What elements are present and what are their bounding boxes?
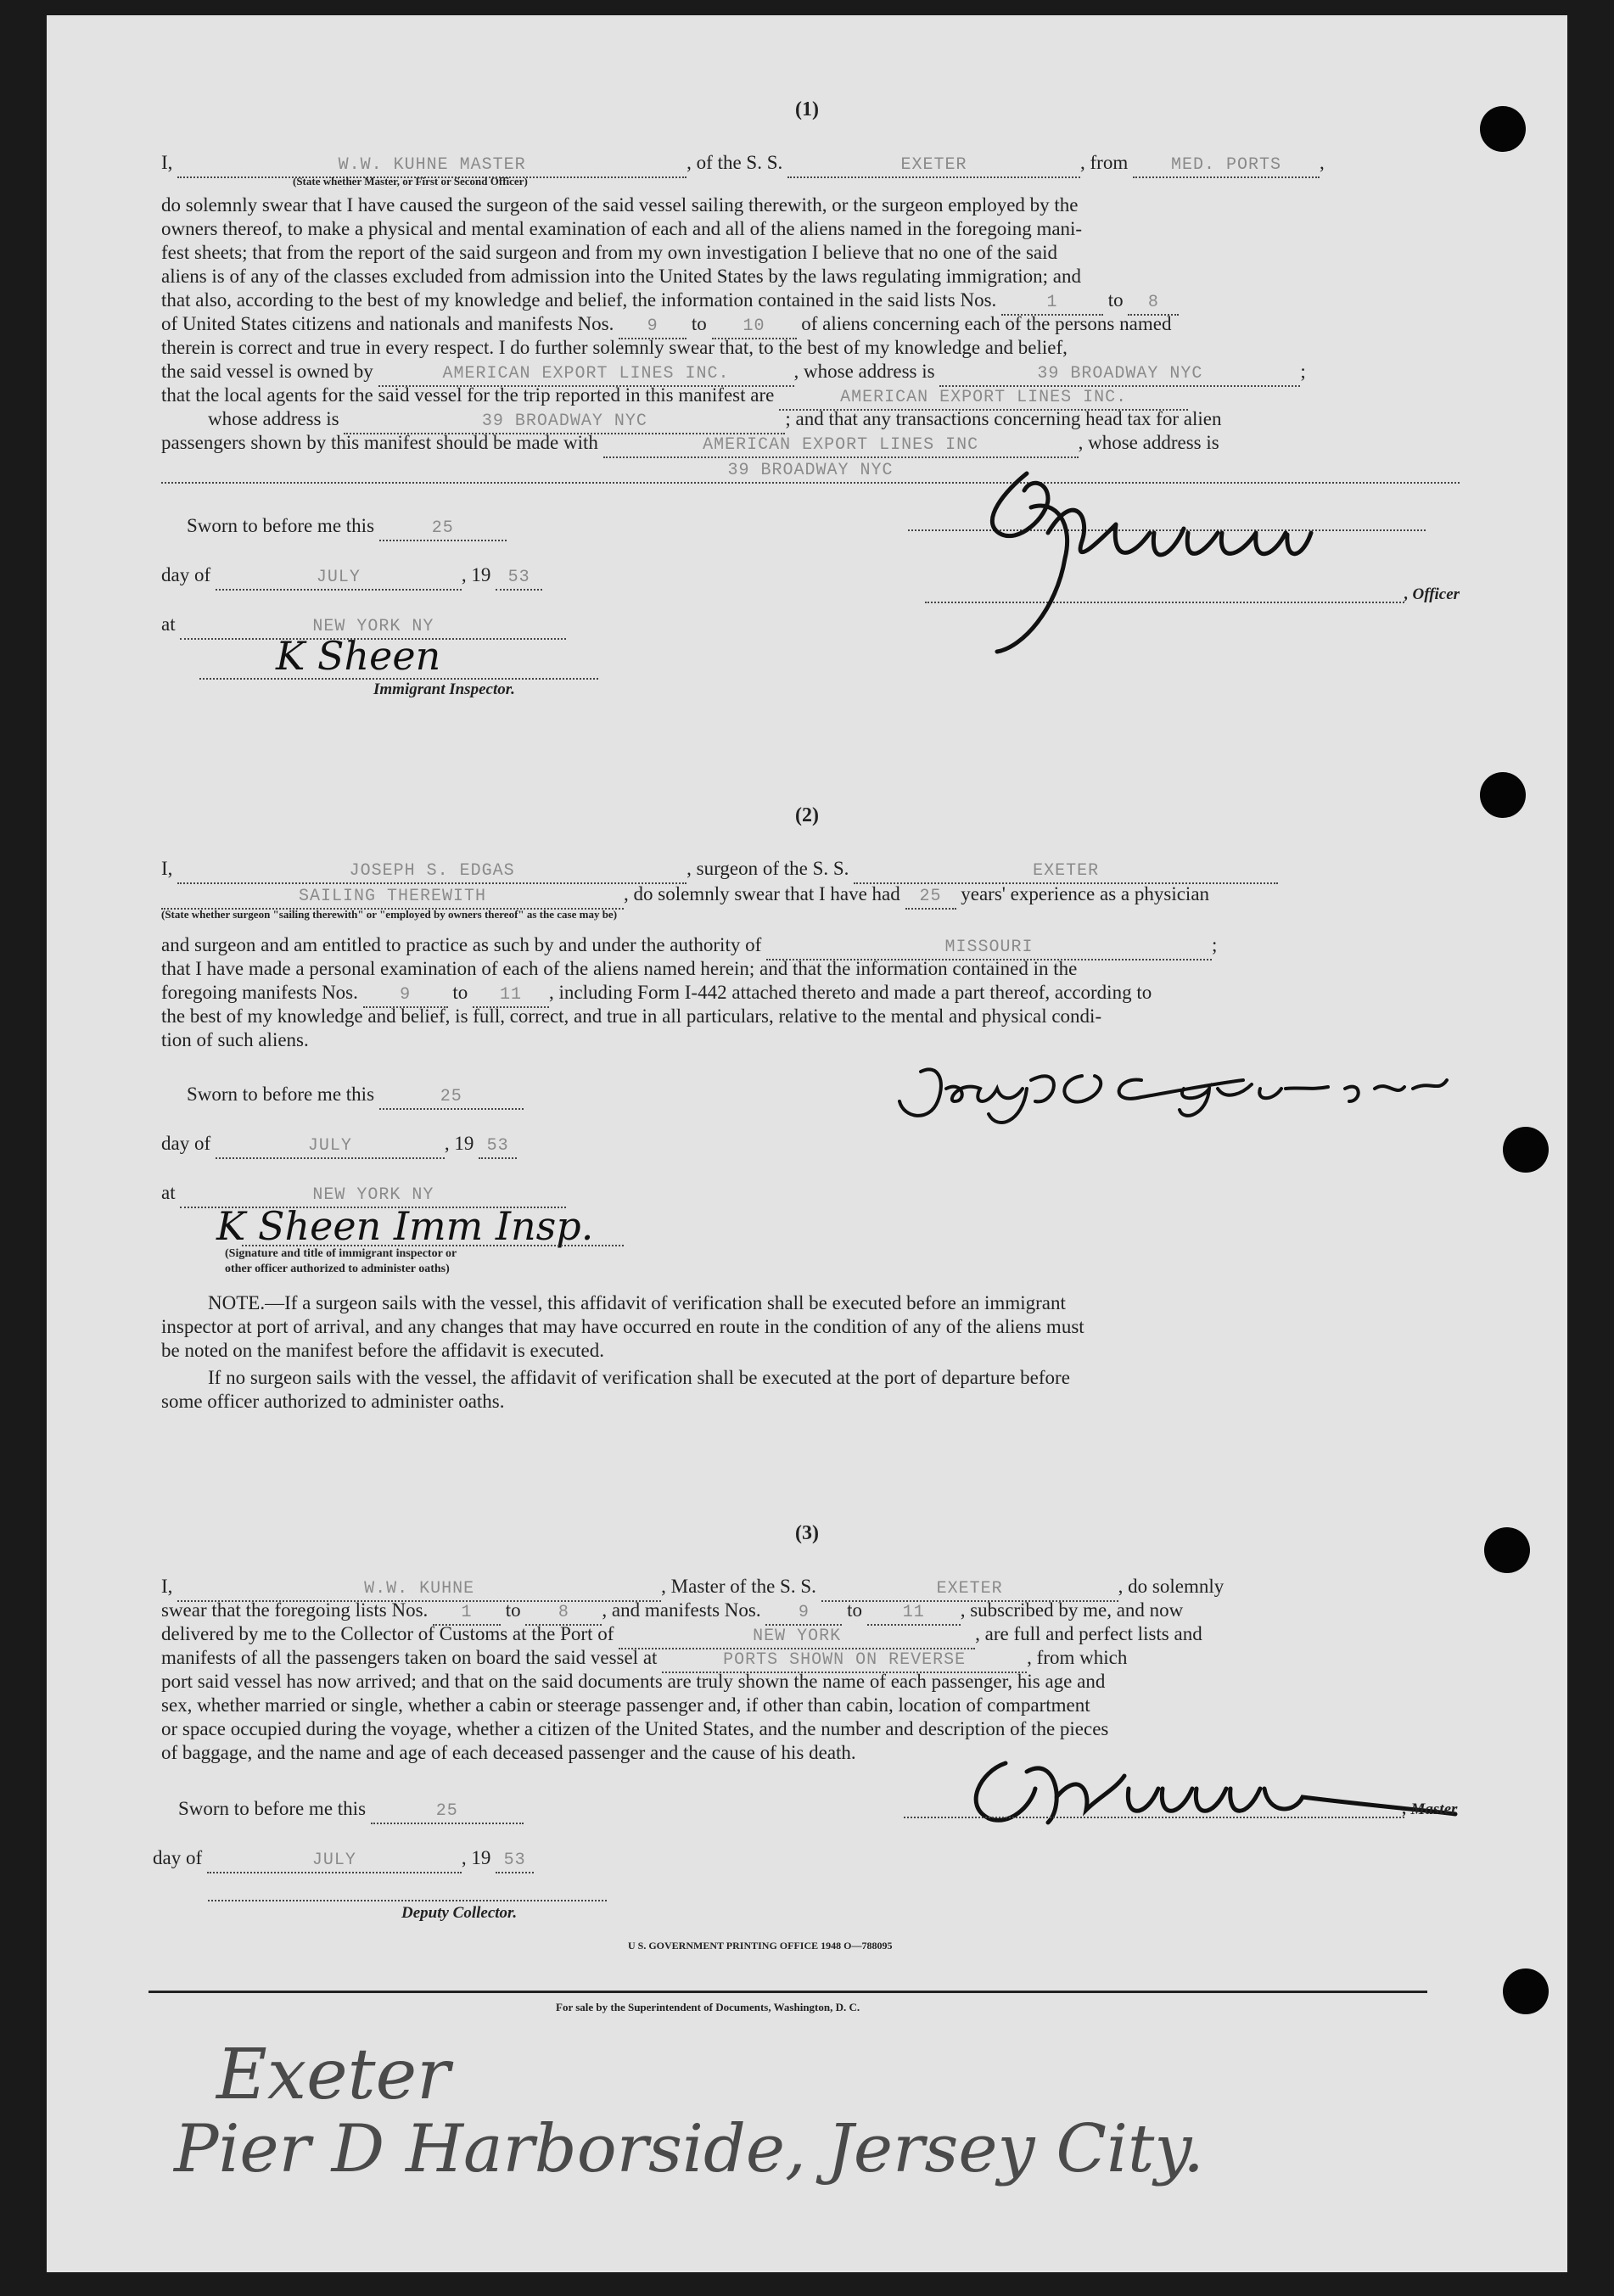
footer-rule — [149, 1991, 1427, 1993]
sig-note-2: other officer authorized to administer oaths) — [225, 1263, 450, 1275]
section-2-inspector-sig-line — [242, 1244, 624, 1246]
note-line-4: If no surgeon sails with the vessel, the affidavit of verification shall be executed at the port of departure before — [208, 1367, 1070, 1388]
section-2-at-field[interactable]: NEW YORK NY — [180, 1186, 566, 1208]
section-2-at: at NEW YORK NY — [161, 1181, 1481, 1208]
binder-hole-3 — [1503, 1127, 1549, 1173]
inspector-signature-2: K Sheen Imm Insp. — [216, 1203, 594, 1249]
section-1-line-6: that also, according to the best of my knowledge and belief, the information contained in the said lists Nos. 1 to 8 — [161, 288, 1481, 316]
sale-notice: For sale by the Superintendent of Documents, Washington, D. C. — [556, 2001, 860, 2013]
from-port-field[interactable]: MED. PORTS — [1133, 156, 1320, 178]
master-signature-1 — [946, 440, 1481, 660]
agents-address-field[interactable]: 39 BROADWAY NYC — [344, 412, 785, 434]
surgeon-manifests-to-field[interactable]: 11 — [473, 986, 549, 1008]
embarkation-ports-field[interactable]: PORTS SHOWN ON REVERSE — [662, 1651, 1027, 1673]
years-experience-field[interactable]: 25 — [905, 888, 956, 910]
section-1-line-1: I, W.W. KUHNE MASTER , of the S. S. EXETER , from MED. PORTS , — [161, 151, 1481, 178]
ship-name-field[interactable]: EXETER — [787, 156, 1080, 178]
note-line-1: NOTE.—If a surgeon sails with the vessel, this affidavit of verification shall be executed before an immigrant — [208, 1292, 1066, 1313]
section-3-line-5: port said vessel has now arrived; and that on the said documents are truly shown the name of each passenger, his age and — [161, 1671, 1106, 1692]
section-3-line-3: delivered by me to the Collector of Customs at the Port of NEW YORK , are full and perfect lists and — [161, 1622, 1481, 1649]
head-tax-party-field[interactable]: AMERICAN EXPORT LINES INC — [603, 436, 1079, 458]
local-agents-field[interactable]: AMERICAN EXPORT LINES INC. — [779, 389, 1188, 411]
section-1-line-3: owners thereof, to make a physical and mental examination of each and all of the aliens named in the foregoing mani- — [161, 218, 1083, 239]
section-1-line-10: that the local agents for the said vessel for the trip reported in this manifest are AMERICAN EXPORT LINES INC. — [161, 384, 1481, 411]
section-3-sworn-day-field[interactable]: 25 — [371, 1802, 524, 1824]
sig-note-1: (Signature and title of immigrant inspector or — [225, 1247, 457, 1260]
collector-port-field[interactable]: NEW YORK — [619, 1627, 975, 1649]
handwritten-pier-location: Pier D Harborside, Jersey City. — [174, 2111, 1204, 2187]
section-3-sworn: Sworn to before me this 25 — [178, 1797, 1498, 1824]
section-3-year-field[interactable]: 53 — [496, 1851, 534, 1873]
section-1-month-field[interactable]: JULY — [216, 568, 462, 591]
lists-to-field[interactable]: 8 — [1128, 294, 1179, 316]
section-2-date: day of JULY , 19 53 — [161, 1132, 1481, 1159]
section-1-line-9: the said vessel is owned by AMERICAN EXPORT LINES INC. , whose address is 39 BROADWAY NYC ; — [161, 360, 1481, 387]
section-1-sworn-day-field[interactable]: 25 — [379, 519, 507, 541]
surgeon-name-field[interactable]: JOSEPH S. EDGAS — [177, 862, 687, 884]
section-1-line-5: aliens is of any of the classes excluded from admission into the United States by the laws regulating immigration; and — [161, 266, 1081, 287]
surgeon-manifests-from-field[interactable]: 9 — [363, 986, 448, 1008]
officer-label: , Officer — [1404, 585, 1460, 603]
owner-address-field[interactable]: 39 BROADWAY NYC — [939, 365, 1300, 387]
section-3-line-7: or space occupied during the voyage, whether a citizen of the United States, and the number and description of the pieces — [161, 1718, 1109, 1739]
note-line-5: some officer authorized to administer oaths. — [161, 1391, 505, 1412]
section-3-line-2: swear that the foregoing lists Nos. 1 to 8 , and manifests Nos. 9 to 11 , subscribed by me, and now — [161, 1599, 1481, 1626]
section-2-line-1: I, JOSEPH S. EDGAS , surgeon of the S. S. EXETER — [161, 857, 1481, 884]
section-3-manifests-from-field[interactable]: 9 — [765, 1604, 842, 1626]
section-3-manifests-to-field[interactable]: 11 — [867, 1604, 961, 1626]
binder-hole-5 — [1503, 1968, 1549, 2014]
section-3-ship-field[interactable]: EXETER — [821, 1580, 1118, 1602]
manifest-affidavit-page — [47, 15, 1567, 2272]
surgeon-state-note: (State whether surgeon "sailing therewith" or "employed by owners thereof" as the case may be) — [161, 908, 618, 921]
section-3-line-4: manifests of all the passengers taken on board the said vessel at PORTS SHOWN ON REVERSE , from which — [161, 1646, 1481, 1673]
section-2-line-7: tion of such aliens. — [161, 1029, 309, 1050]
manifests-from-field[interactable]: 9 — [619, 317, 687, 339]
handwritten-ship-name: Exeter — [216, 2035, 451, 2115]
deputy-collector-label: Deputy Collector. — [401, 1904, 518, 1922]
deputy-sig-line — [208, 1899, 607, 1901]
section-2-line-3: and surgeon and am entitled to practice as such by and under the authority of MISSOURI ; — [161, 933, 1481, 960]
section-3-month-field[interactable]: JULY — [207, 1851, 462, 1873]
lists-from-field[interactable]: 1 — [1001, 294, 1103, 316]
section-2-sworn: Sworn to before me this 25 — [187, 1083, 1506, 1110]
section-1-line-7: of United States citizens and nationals and manifests Nos. 9 to 10 of aliens concerning each of the persons named — [161, 312, 1481, 339]
master-label: , Master — [1403, 1800, 1458, 1818]
section-1-line-4: fest sheets; that from the report of the said surgeon and from my own investigation I believe that no one of the said — [161, 242, 1058, 263]
section-1-sworn: Sworn to before me this 25 — [187, 514, 1506, 541]
gpo-imprint: U S. GOVERNMENT PRINTING OFFICE 1948 O—788095 — [628, 1940, 893, 1952]
section-1-line-11: whose address is 39 BROADWAY NYC ; and that any transactions concerning head tax for alien — [208, 407, 1527, 434]
inspector-signature-1: K Sheen — [276, 633, 441, 679]
head-tax-address-field[interactable]: 39 BROADWAY NYC — [161, 462, 1460, 484]
section-3-date: day of JULY , 19 53 — [153, 1846, 1472, 1873]
surgeon-signature — [887, 1055, 1532, 1131]
note-line-2: inspector at port of arrival, and any changes that may have occurred en route in the condition of any of the aliens must — [161, 1316, 1084, 1337]
section-2-sworn-day-field[interactable]: 25 — [379, 1088, 524, 1110]
section-1-at: at NEW YORK NY — [161, 613, 1481, 640]
section-1-date: day of JULY , 19 53 — [161, 563, 1481, 591]
section-3-lists-from-field[interactable]: 1 — [433, 1604, 501, 1626]
section-2-line-2: SAILING THEREWITH , do solemnly swear that I have had 25 years' experience as a physician — [161, 882, 1481, 910]
section-3-lists-to-field[interactable]: 8 — [525, 1604, 602, 1626]
owner-field[interactable]: AMERICAN EXPORT LINES INC. — [378, 365, 794, 387]
note-line-3: be noted on the manifest before the affidavit is executed. — [161, 1340, 604, 1361]
section-3-number: (3) — [795, 1522, 819, 1544]
section-2-year-field[interactable]: 53 — [479, 1137, 517, 1159]
section-1-line-2: do solemnly swear that I have caused the surgeon of the said vessel sailing therewith, or the surgeon employed by the — [161, 194, 1079, 216]
section-2-month-field[interactable]: JULY — [216, 1137, 445, 1159]
master-name-field[interactable]: W.W. KUHNE MASTER — [177, 156, 687, 178]
immigrant-inspector-label: Immigrant Inspector. — [373, 680, 515, 698]
section-1-at-field[interactable]: NEW YORK NY — [180, 618, 566, 640]
surgeon-ship-field[interactable]: EXETER — [854, 862, 1278, 884]
state-whether-note: (State whether Master, or First or Second Officer) — [293, 175, 528, 188]
section-2-line-4: that I have made a personal examination of each of the aliens named herein; and that the information contained in the — [161, 958, 1078, 979]
section-3-line-1: I, W.W. KUHNE , Master of the S. S. EXETER , do solemnly — [161, 1575, 1481, 1602]
surgeon-status-field[interactable]: SAILING THEREWITH — [161, 888, 624, 910]
binder-hole-1 — [1480, 106, 1526, 152]
master-signature-2 — [929, 1738, 1472, 1840]
section-3-master-name-field[interactable]: W.W. KUHNE — [177, 1580, 661, 1602]
section-1-year-field[interactable]: 53 — [496, 568, 542, 591]
manifests-to-field[interactable]: 10 — [712, 317, 797, 339]
section-1-line-12: passengers shown by this manifest should be made with AMERICAN EXPORT LINES INC , whose address is — [161, 431, 1481, 458]
binder-hole-4 — [1484, 1527, 1530, 1573]
section-1-number: (1) — [795, 98, 819, 120]
section-3-master-sig-line — [904, 1816, 1404, 1818]
section-2-line-5: foregoing manifests Nos. 9 to 11 , including Form I-442 attached thereto and made a part thereof, according to — [161, 981, 1481, 1008]
binder-hole-2 — [1480, 772, 1526, 818]
section-2-line-6: the best of my knowledge and belief, is full, correct, and true in all particulars, relative to the mental and physical condi- — [161, 1005, 1102, 1027]
section-2-number: (2) — [795, 804, 819, 826]
practice-authority-field[interactable]: MISSOURI — [766, 938, 1212, 960]
section-3-line-6: sex, whether married or single, whether a cabin or steerage passenger and, if other than cabin, location of compartment — [161, 1694, 1090, 1716]
section-1-line-8: therein is correct and true in every respect. I do further solemnly swear that, to the best of my knowledge and belief, — [161, 337, 1068, 358]
section-3-line-8: of baggage, and the name and age of each deceased passenger and the cause of his death. — [161, 1742, 856, 1763]
